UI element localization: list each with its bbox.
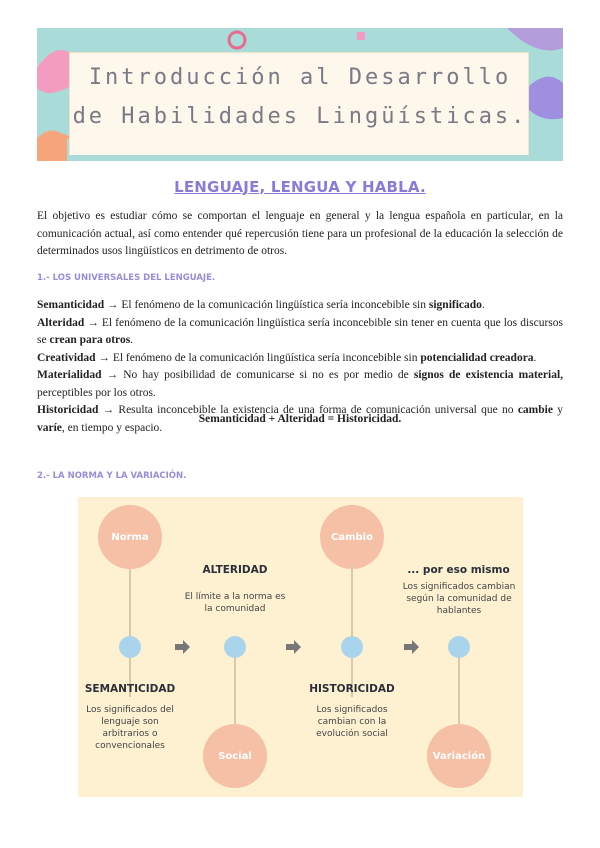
universal-item: Creatividad → El fenómeno de la comunicación lingüística sería inconcebible sin potencialidad creadora. <box>37 351 537 364</box>
banner-title-line-1: Introducción al Desarrollo <box>88 65 512 90</box>
formula: Semanticidad + Alteridad = Historicidad. <box>198 413 402 425</box>
semanticidad-text: Los significados del lenguaje son arbitrarios o convencionales <box>86 705 174 751</box>
norma-label: Norma <box>111 532 149 543</box>
universal-item: Historicidad → Resulta inconcebible la existencia de una forma de comunicación universal que no cambie y varíe, en tiempo y espacio. <box>37 404 563 434</box>
cambio-label: Cambio <box>331 532 373 543</box>
variacion-label: Variación <box>432 751 486 762</box>
por-eso-title: ... por eso mismo <box>407 564 510 576</box>
header-banner <box>37 28 563 161</box>
social-label: Social <box>218 751 252 762</box>
right-arrow-icon <box>286 640 301 654</box>
right-arrow-icon <box>175 640 190 654</box>
universal-item: Semanticidad → El fenómeno de la comunicación lingüística sería inconcebible sin significado. <box>37 299 485 311</box>
right-arrow-icon <box>404 640 419 654</box>
semanticidad-dot <box>119 636 141 658</box>
norm-variation-diagram <box>78 497 523 797</box>
section-2-heading: 2.- LA NORMA Y LA VARIACIÓN. <box>37 471 187 481</box>
semanticidad-title: SEMANTICIDAD <box>84 683 176 695</box>
intro-paragraph: El objetivo es estudiar cómo se comportan el lenguaje en general y la lengua española en particular, en la comunicación actual, así como entender qué repercusión tiene para un profesional de la educación la selección de determinados usos lingüísticos en detrimento de otros. <box>37 210 563 257</box>
historicidad-title: HISTORICIDAD <box>309 683 395 695</box>
universal-item: Alteridad → El fenómeno de la comunicación lingüística sería inconcebible sin tener en cuenta que los discursos se crean para otros. <box>37 316 564 346</box>
section-1-heading: 1.- LOS UNIVERSALES DEL LENGUAJE. <box>37 273 216 283</box>
alteridad-dot <box>224 636 246 658</box>
alteridad-text: El límite a la norma es la comunidad <box>184 592 286 614</box>
historicidad-text: Los significados cambian con la evolución social <box>316 705 388 739</box>
universal-item: Materialidad → No hay posibilidad de comunicarse si no es por medio de signos de existencia material, perceptibles por los otros. <box>37 369 564 399</box>
por-eso-dot <box>448 636 470 658</box>
por-eso-text: Los significados cambian según la comunidad de hablantes <box>402 582 516 616</box>
alteridad-title: ALTERIDAD <box>202 564 268 576</box>
historicidad-dot <box>341 636 363 658</box>
banner-title-line-2: de Habilidades Lingüísticas. <box>72 104 528 129</box>
page-heading: LENGUAJE, LENGUA Y HABLA. <box>174 178 426 196</box>
